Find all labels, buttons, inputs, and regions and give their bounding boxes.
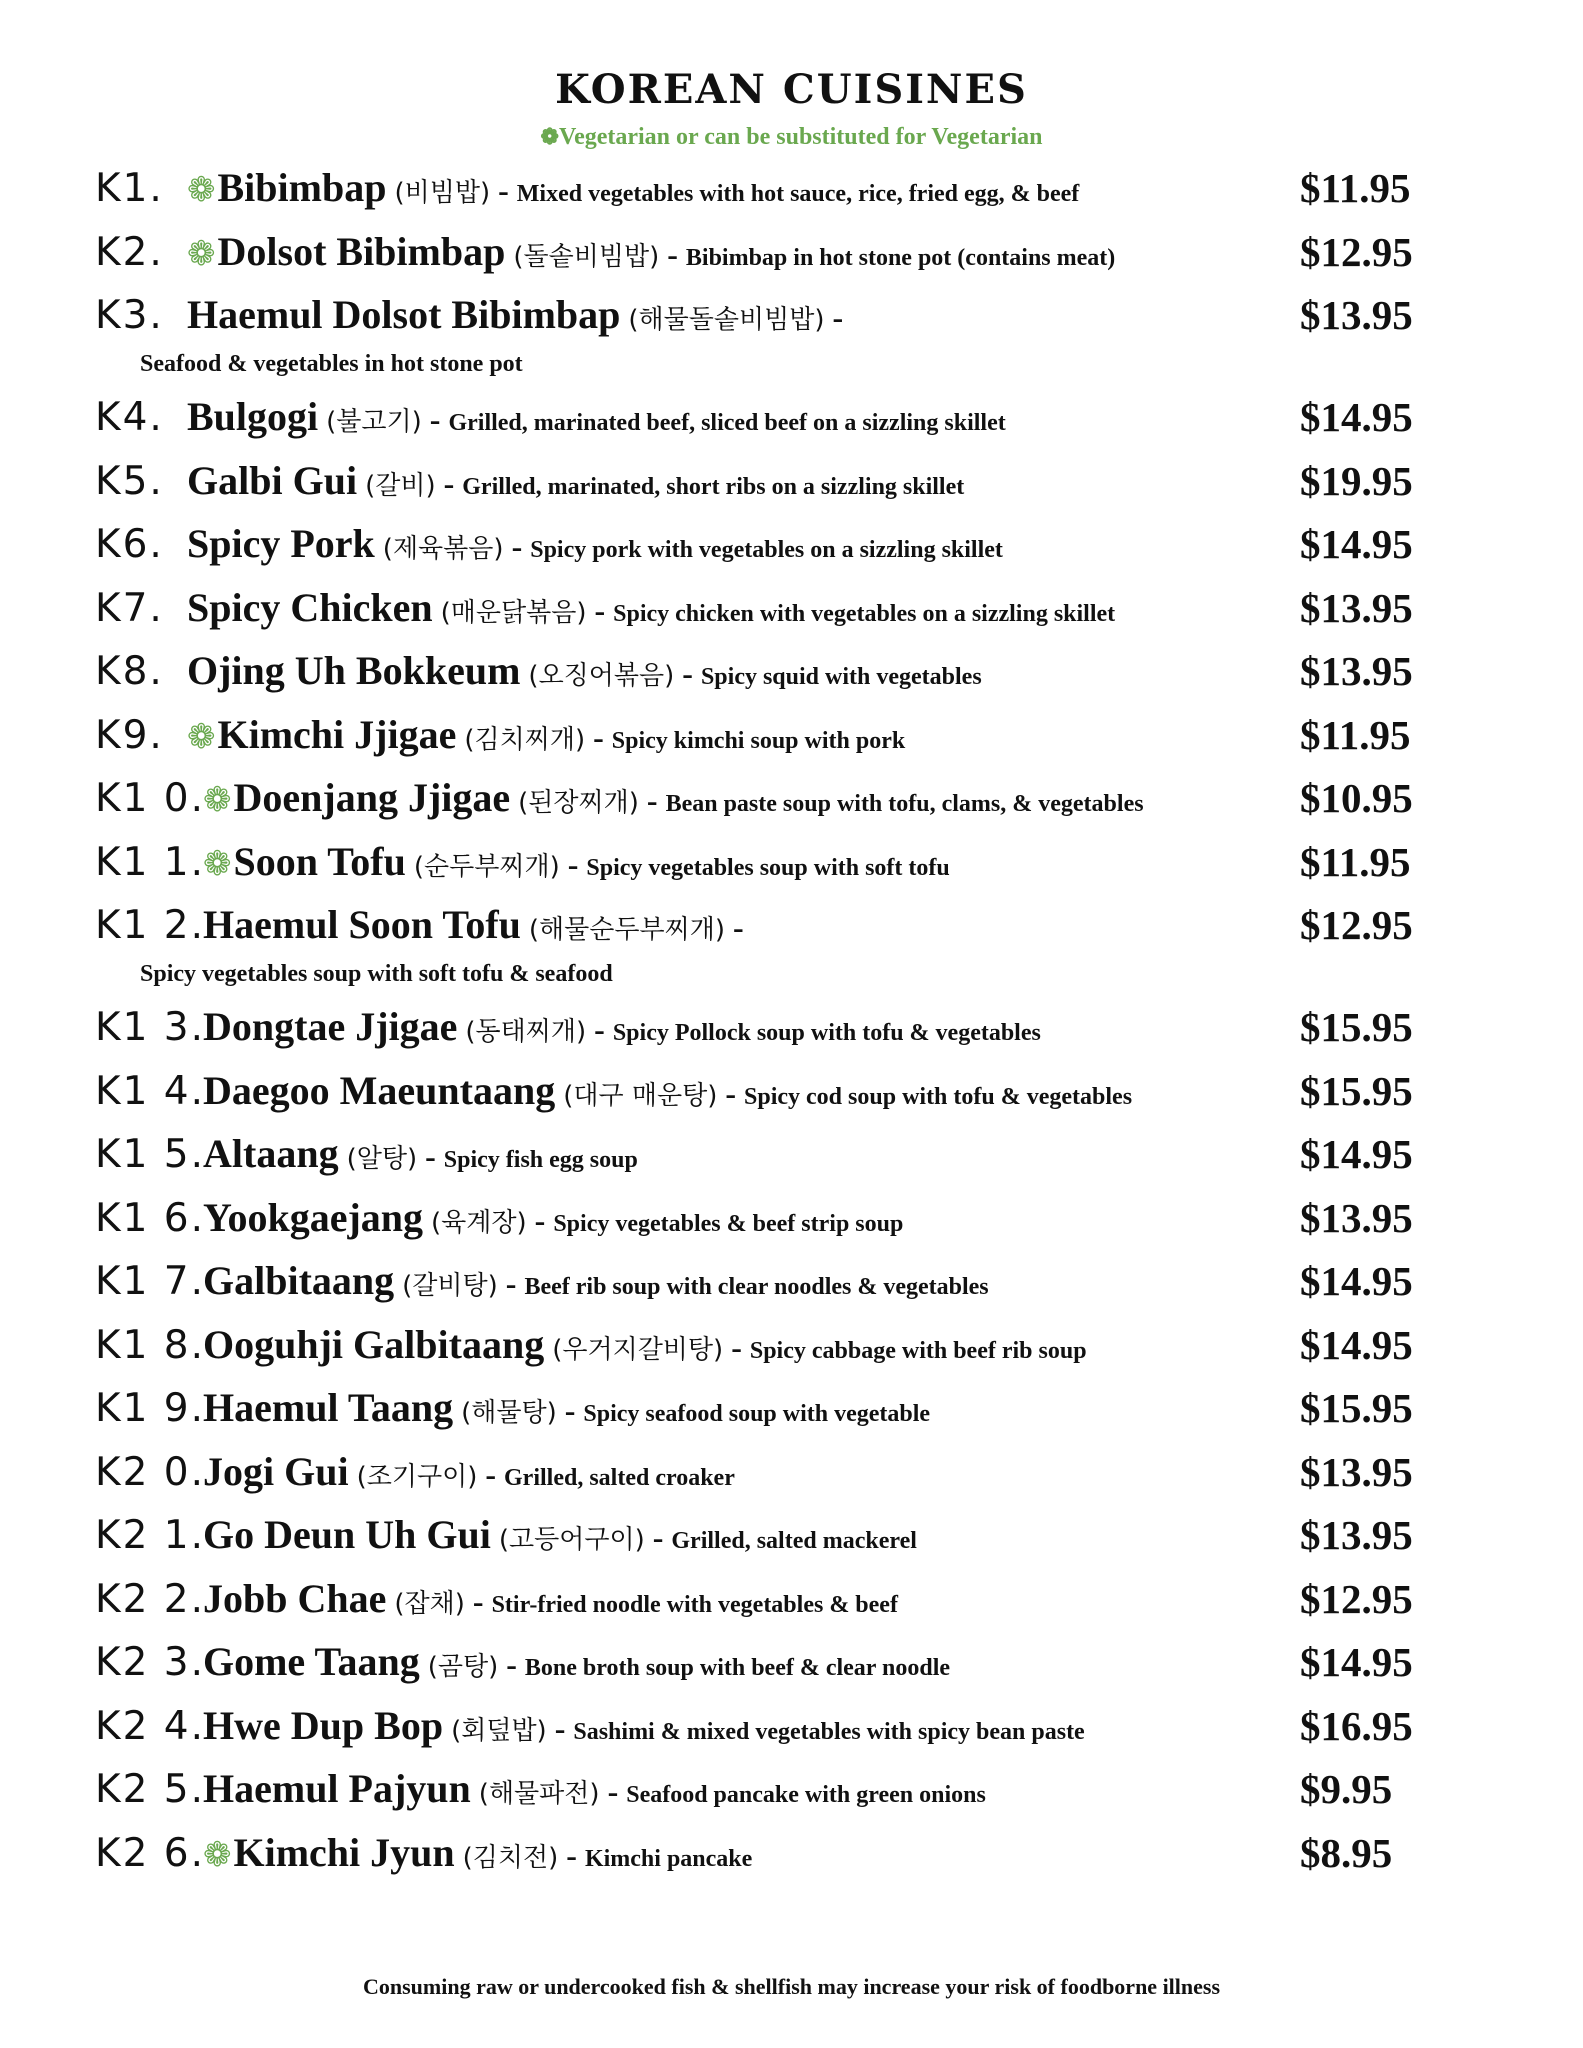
item-line	[203, 1384, 930, 1431]
menu-item	[95, 1253, 1515, 1317]
menu-item	[95, 580, 1515, 644]
menu-item	[95, 1507, 1515, 1571]
item-separator: -	[564, 1392, 576, 1428]
menu-item	[95, 224, 1515, 288]
item-line	[187, 647, 982, 694]
item-price: $14.95	[1300, 1639, 1413, 1685]
item-separator: -	[594, 591, 606, 628]
menu-item	[95, 516, 1515, 580]
item-line	[203, 1321, 1087, 1368]
item-price: $13.95	[1300, 1448, 1413, 1495]
item-name: Galbi Gui	[187, 457, 358, 503]
item-code: K2 5.	[95, 1767, 205, 1812]
item-separator: -	[731, 1328, 742, 1365]
item-code: K1 4.	[95, 1068, 205, 1114]
item-korean-name: (해물탕)	[461, 1398, 557, 1428]
item-korean-name: (오징어볶음)	[528, 661, 675, 691]
item-line	[203, 1638, 950, 1685]
item-line	[187, 711, 905, 758]
item-name: Jogi Gui	[203, 1448, 349, 1494]
item-line	[187, 457, 964, 504]
item-korean-name: (잡채)	[394, 1588, 465, 1619]
item-code: K2 0.	[95, 1449, 205, 1495]
item-line	[203, 1575, 898, 1622]
item-korean-name: (김치전)	[462, 1842, 559, 1873]
menu-item	[95, 1126, 1515, 1190]
item-name: Bulgogi	[187, 394, 319, 439]
item-price: $11.95	[1300, 838, 1411, 885]
item-line	[203, 1003, 1041, 1050]
item-description: Bean paste soup with tofu, clams, & vegetables	[665, 791, 1144, 817]
item-name: Haemul Taang	[203, 1385, 454, 1430]
menu-item	[95, 1380, 1515, 1444]
page-title: KOREAN CUISINES	[555, 66, 1028, 113]
item-line	[187, 164, 1079, 211]
menu-item	[95, 1571, 1515, 1635]
item-price: $15.95	[1300, 1385, 1413, 1431]
item-separator: -	[498, 172, 509, 208]
item-korean-name: (된장찌개)	[518, 788, 639, 818]
menu-item	[95, 897, 1515, 999]
item-description: Spicy chicken with vegetables on a sizzling skillet	[613, 600, 1116, 627]
item-name: Kimchi Jjigae	[217, 711, 457, 757]
menu-item	[95, 770, 1515, 834]
item-price: $19.95	[1300, 457, 1413, 504]
menu-item	[95, 1063, 1515, 1127]
item-korean-name: (우거지갈비탕)	[552, 1334, 724, 1365]
footer-warning: Consuming raw or undercooked fish & shellfish may increase your risk of foodborne illness	[362, 1974, 1221, 1999]
item-korean-name: (알탕)	[346, 1144, 418, 1174]
item-price: $13.95	[1300, 292, 1413, 338]
item-code: K1 9.	[95, 1386, 205, 1431]
item-separator: -	[667, 235, 678, 272]
item-separator: -	[485, 1455, 497, 1492]
item-description: Spicy vegetables & beef strip soup	[553, 1210, 904, 1237]
item-korean-name: (회덮밥)	[451, 1715, 547, 1746]
item-price: $15.95	[1300, 1004, 1413, 1050]
menu-item	[95, 1698, 1515, 1762]
item-code: K8.	[95, 649, 164, 694]
item-description: Spicy seafood soup with vegetable	[583, 1401, 931, 1427]
item-separator: -	[506, 1646, 517, 1682]
item-korean-name: (매운닭볶음)	[440, 597, 587, 628]
flower-icon: ❁	[187, 718, 216, 756]
item-name: Dolsot Bibimbap	[217, 228, 506, 274]
item-name: Haemul Dolsot Bibimbap	[187, 292, 621, 337]
item-code: K5.	[95, 458, 164, 504]
item-name: Spicy Pork	[187, 521, 375, 566]
item-price: $15.95	[1300, 1067, 1413, 1114]
item-description: Sashimi & mixed vegetables with spicy bean paste	[573, 1718, 1085, 1745]
item-price: $16.95	[1300, 1702, 1413, 1749]
item-name: Jobb Chae	[203, 1575, 387, 1621]
item-description: Spicy fish egg soup	[443, 1147, 638, 1173]
flower-icon: ❁	[540, 124, 559, 149]
item-line	[203, 1257, 989, 1304]
item-korean-name: (갈비)	[365, 470, 436, 501]
menu-item	[95, 643, 1515, 707]
item-code: K1.	[95, 166, 164, 211]
item-price: $8.95	[1300, 1829, 1393, 1876]
item-price: $12.95	[1300, 1575, 1413, 1622]
item-separator: -	[593, 718, 604, 755]
item-description: Kimchi pancake	[584, 1845, 753, 1872]
menu-item	[95, 453, 1515, 517]
item-description: Grilled, marinated beef, sliced beef on a sizzling skillet	[448, 410, 1006, 436]
item-description: Spicy vegetables soup with soft tofu	[586, 854, 950, 881]
item-code: K1 7.	[95, 1259, 205, 1304]
item-line	[187, 228, 1115, 275]
item-description: Spicy vegetables soup with soft tofu & seafood	[140, 961, 613, 987]
item-description: Stir-fried noodle with vegetables & beef	[491, 1591, 898, 1618]
item-price: $13.95	[1300, 648, 1413, 694]
item-code: K4.	[95, 395, 164, 440]
item-separator: -	[443, 464, 455, 501]
item-description: Bone broth soup with beef & clear noodle	[524, 1655, 951, 1681]
item-line	[203, 901, 744, 948]
item-price: $13.95	[1300, 1512, 1413, 1558]
item-name: Soon Tofu	[233, 838, 406, 884]
item-line	[203, 1130, 638, 1177]
menu-item	[95, 999, 1515, 1063]
item-price: $11.95	[1300, 711, 1411, 758]
item-separator: -	[594, 1011, 605, 1047]
item-code: K1 0.	[95, 776, 205, 821]
item-korean-name: (해물파전)	[478, 1779, 600, 1809]
item-line	[203, 774, 1144, 821]
menu-item	[95, 1825, 1515, 1889]
item-line	[203, 838, 950, 885]
item-price: $9.95	[1300, 1766, 1393, 1812]
item-line	[187, 520, 1003, 567]
item-name: Galbitaang	[203, 1258, 395, 1303]
item-separator: -	[652, 1519, 664, 1555]
item-name: Haemul Soon Tofu	[203, 902, 521, 947]
item-description: Spicy pork with vegetables on a sizzling skillet	[530, 537, 1003, 563]
item-name: Ooguhji Galbitaang	[203, 1321, 545, 1367]
item-name: Go Deun Uh Gui	[203, 1512, 491, 1557]
item-name: Dongtae Jjigae	[203, 1004, 458, 1049]
item-name: Daegoo Maeuntaang	[203, 1067, 556, 1113]
item-korean-name: (해물순두부찌개)	[528, 915, 725, 945]
flower-icon: ❁	[203, 782, 232, 819]
item-korean-name: (동태찌개)	[465, 1017, 587, 1047]
item-price: $14.95	[1300, 1258, 1413, 1304]
item-separator: -	[646, 782, 658, 818]
item-price: $14.95	[1300, 1321, 1413, 1368]
item-korean-name: (해물돌솥비빔밥)	[628, 305, 825, 335]
menu-item	[95, 1444, 1515, 1508]
item-name: Doenjang Jjigae	[233, 775, 511, 820]
item-line	[187, 393, 1006, 440]
item-name: Kimchi Jyun	[233, 1829, 455, 1875]
item-name: Bibimbap	[217, 165, 387, 210]
item-line	[203, 1511, 917, 1558]
item-korean-name: (불고기)	[326, 407, 422, 437]
vegetarian-legend	[0, 124, 1583, 151]
item-line	[187, 291, 843, 338]
item-code: K2 4.	[95, 1703, 205, 1749]
item-name: Spicy Chicken	[187, 584, 433, 630]
item-price: $14.95	[1300, 1131, 1413, 1177]
item-description: Spicy cabbage with beef rib soup	[749, 1337, 1087, 1364]
item-korean-name: (곰탕)	[427, 1652, 499, 1682]
item-description: Grilled, salted croaker	[504, 1464, 735, 1491]
item-separator: -	[505, 1265, 517, 1301]
item-separator: -	[567, 845, 579, 882]
item-separator: -	[554, 1709, 566, 1746]
item-korean-name: (돌솥비빔밥)	[513, 241, 660, 272]
menu-item	[95, 707, 1515, 771]
item-code: K1 5.	[95, 1132, 205, 1177]
menu-item	[95, 1634, 1515, 1698]
item-korean-name: (조기구이)	[356, 1461, 478, 1492]
item-code: K2 2.	[95, 1576, 205, 1622]
item-korean-name: (순두부찌개)	[413, 851, 560, 882]
item-line	[203, 1448, 735, 1495]
menu-item	[95, 1317, 1515, 1381]
item-line	[203, 1067, 1132, 1114]
item-description: Seafood pancake with green onions	[626, 1782, 986, 1808]
item-description: Spicy kimchi soup with pork	[611, 727, 906, 754]
item-korean-name: (육계장)	[431, 1207, 527, 1238]
item-line	[203, 1194, 903, 1241]
item-price: $14.95	[1300, 521, 1413, 567]
item-code: K7.	[95, 585, 164, 631]
item-code: K1 3.	[95, 1005, 205, 1050]
item-description: Grilled, salted mackerel	[671, 1528, 917, 1554]
item-code: K1 8.	[95, 1322, 205, 1368]
item-price: $11.95	[1300, 165, 1411, 211]
item-price: $12.95	[1300, 228, 1413, 275]
item-korean-name: (갈비탕)	[402, 1271, 498, 1301]
item-korean-name: (비빔밥)	[394, 178, 491, 208]
item-code: K2 6.	[95, 1830, 205, 1876]
item-separator: -	[607, 1773, 619, 1809]
item-separator: -	[534, 1201, 546, 1238]
item-description: Seafood & vegetables in hot stone pot	[140, 351, 523, 377]
item-name: Haemul Pajyun	[203, 1766, 471, 1811]
item-code: K1 6.	[95, 1195, 205, 1241]
menu-item	[95, 1190, 1515, 1254]
item-name: Altaang	[203, 1131, 339, 1176]
item-price: $12.95	[1300, 902, 1413, 948]
item-korean-name: (제육볶음)	[382, 534, 504, 564]
menu-item	[95, 287, 1515, 389]
item-name: Ojing Uh Bokkeum	[187, 648, 521, 693]
item-code: K1 1.	[95, 839, 205, 885]
menu-list	[95, 160, 1515, 1888]
item-code: K2.	[95, 229, 164, 275]
item-separator: -	[511, 528, 523, 564]
item-line	[203, 1702, 1085, 1749]
item-name: Hwe Dup Bop	[203, 1702, 444, 1748]
flower-icon: ❁	[203, 1836, 232, 1874]
item-description: Grilled, marinated, short ribs on a sizzling skillet	[462, 473, 965, 500]
item-separator: -	[472, 1582, 484, 1619]
item-description: Bibimbap in hot stone pot (contains meat)	[685, 244, 1116, 271]
item-line	[203, 1829, 752, 1876]
item-description: Spicy Pollock soup with tofu & vegetables	[612, 1020, 1041, 1046]
item-price: $13.95	[1300, 1194, 1413, 1241]
item-price: $14.95	[1300, 394, 1413, 440]
menu-item	[95, 389, 1515, 453]
item-description: Mixed vegetables with hot sauce, rice, fried egg, & beef	[516, 181, 1080, 207]
flower-icon: ❁	[187, 172, 216, 209]
item-separator: -	[429, 401, 441, 437]
item-price: $13.95	[1300, 584, 1413, 631]
item-code: K2 1.	[95, 1513, 205, 1558]
item-separator: -	[725, 1074, 737, 1111]
item-code: K3.	[95, 293, 164, 338]
item-line	[203, 1765, 986, 1812]
item-name: Yookgaejang	[203, 1194, 424, 1240]
flower-icon: ❁	[203, 845, 232, 883]
menu-item	[95, 834, 1515, 898]
item-description: Beef rib soup with clear noodles & vegetables	[524, 1274, 989, 1300]
flower-icon: ❁	[187, 235, 216, 273]
item-separator: -	[832, 299, 844, 335]
menu-item	[95, 160, 1515, 224]
vegetarian-legend-text: Vegetarian or can be substituted for Vegetarian	[558, 124, 1043, 150]
item-separator: -	[425, 1138, 436, 1174]
item-code: K2 3.	[95, 1640, 205, 1685]
item-separator: -	[733, 909, 744, 945]
item-code: K1 2.	[95, 903, 205, 948]
item-korean-name: (김치찌개)	[464, 724, 586, 755]
item-description: Spicy squid with vegetables	[700, 664, 982, 690]
item-code: K6.	[95, 522, 164, 567]
item-code: K9.	[95, 712, 164, 758]
item-name: Gome Taang	[203, 1639, 420, 1684]
item-separator: -	[566, 1836, 577, 1873]
item-korean-name: (고등어구이)	[498, 1525, 645, 1555]
item-description: Spicy cod soup with tofu & vegetables	[744, 1083, 1133, 1110]
item-separator: -	[682, 655, 693, 691]
item-line	[187, 584, 1115, 631]
menu-item	[95, 1761, 1515, 1825]
item-price: $10.95	[1300, 775, 1413, 821]
item-korean-name: (대구 매운탕)	[563, 1080, 718, 1111]
